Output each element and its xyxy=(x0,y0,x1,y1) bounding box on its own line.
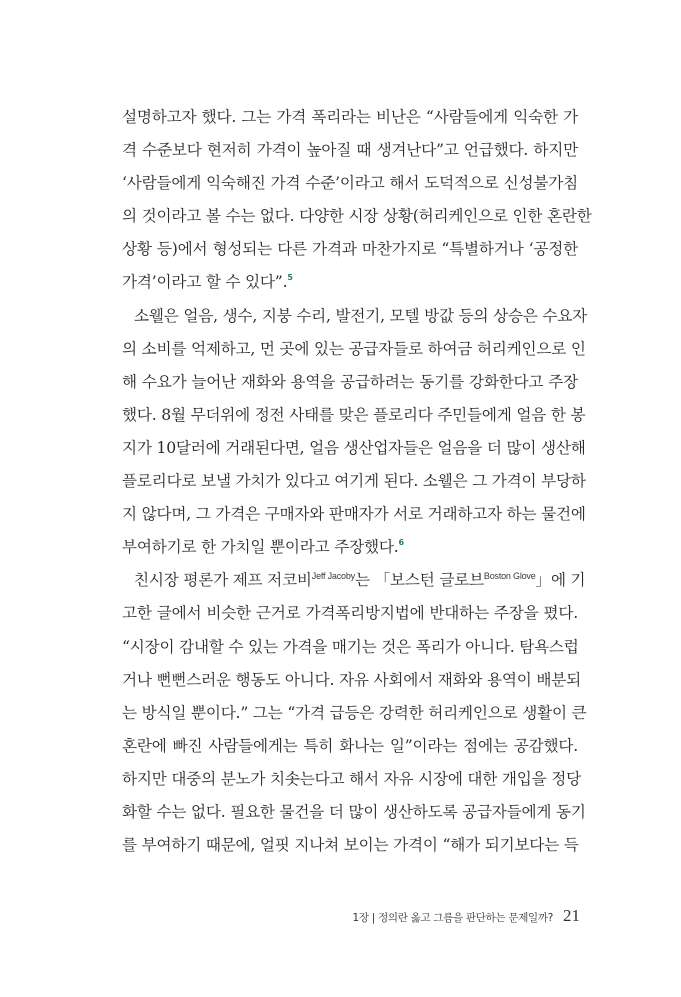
body-text xyxy=(122,101,592,862)
text-line: 는 방식일 뿐이다.” 그는 “가격 급등은 강력한 허리케인으로 생활이 큰 xyxy=(122,703,587,722)
text-line: 를 부여하기 때문에, 얼핏 지나쳐 보이는 가격이 “해가 되기보다는 득 xyxy=(122,836,579,855)
text-line: 해 수요가 늘어난 재화와 용역을 공급하려는 동기를 강화한다고 주장 xyxy=(122,372,578,391)
text-line: 지가 10달러에 거래된다면, 얼음 생산업자들은 얼음을 더 많이 생산해 xyxy=(122,438,586,457)
running-chapter-title: 1장 | 정의란 옳고 그름을 판단하는 문제일까? xyxy=(352,912,553,924)
page-footer xyxy=(330,906,580,926)
text-line: 상황 등)에서 형성되는 다른 가격과 마찬가지로 “특별하거나 ‘공정한 xyxy=(122,240,578,259)
footnote-marker: 6 xyxy=(398,538,405,548)
text-line: 지 않다며, 그 가격은 구매자와 판매자가 서로 거래하고자 하는 물건에 xyxy=(122,505,586,524)
text-line: 의 것이라고 볼 수는 없다. 다양한 시장 상황(허리케인으로 인한 혼란한 xyxy=(122,207,592,226)
text-line: 소웰은 얼음, 생수, 지붕 수리, 발전기, 모텔 방값 등의 상승은 수요자 xyxy=(134,306,588,325)
text-line: 고한 글에서 비슷한 근거로 가격폭리방지법에 반대하는 주장을 폈다. xyxy=(122,604,578,623)
text-line: 설명하고자 했다. 그는 가격 폭리라는 비난은 “사람들에게 익숙한 가 xyxy=(122,108,578,126)
text-line: 의 소비를 억제하고, 먼 곳에 있는 공급자들로 하여금 허리케인으로 인 xyxy=(122,339,586,358)
footnote-marker: 5 xyxy=(287,273,293,283)
text-segment: 친시장 평론가 제프 저코비 xyxy=(134,571,312,590)
text-line xyxy=(122,266,578,299)
text-line: 플로리다로 보낼 가치가 있다고 여기게 된다. 소웰은 그 가격이 부당하 xyxy=(122,472,586,491)
text-line xyxy=(122,564,586,597)
text-line: 격 수준보다 현저히 가격이 높아질 때 생겨난다”고 언급했다. 하지만 xyxy=(122,141,578,160)
text-line: 거나 뻔뻔스러운 행동도 아니다. 자유 사회에서 재화와 용역이 배분되 xyxy=(122,670,581,689)
english-name-annotation: Boston Glove xyxy=(483,571,536,582)
text-line: 하지만 대중의 분노가 치솟는다고 해서 자유 시장에 대한 개입을 정당 xyxy=(122,769,581,788)
text-segment: 」에 기 xyxy=(535,571,586,590)
text-line-content: 가격’이라고 할 수 있다”. xyxy=(122,273,288,292)
text-line-content: 부여하기로 한 가치일 뿐이라고 주장했다. xyxy=(122,538,399,557)
text-line: 했다. 8월 무더위에 정전 사태를 맞은 플로리다 주민들에게 얼음 한 봉 xyxy=(122,405,586,424)
english-name-annotation: Jeff Jacoby xyxy=(311,571,355,582)
text-line xyxy=(122,531,578,564)
page-number: 21 xyxy=(563,906,580,925)
text-line: ‘사람들에게 익숙해진 가격 수준’이라고 해서 도덕적으로 신성불가침 xyxy=(122,174,578,193)
text-line: 화할 수는 없다. 필요한 물건을 더 많이 생산하도록 공급자들에게 동기 xyxy=(122,802,586,821)
text-line: “시장이 감내할 수 있는 가격을 매기는 것은 폭리가 아니다. 탐욕스럽 xyxy=(122,637,579,656)
text-line: 혼란에 빠진 사람들에게는 특히 화나는 일”이라는 점에는 공감했다. xyxy=(122,736,578,755)
text-segment: 는 「보스턴 글로브 xyxy=(354,571,484,590)
